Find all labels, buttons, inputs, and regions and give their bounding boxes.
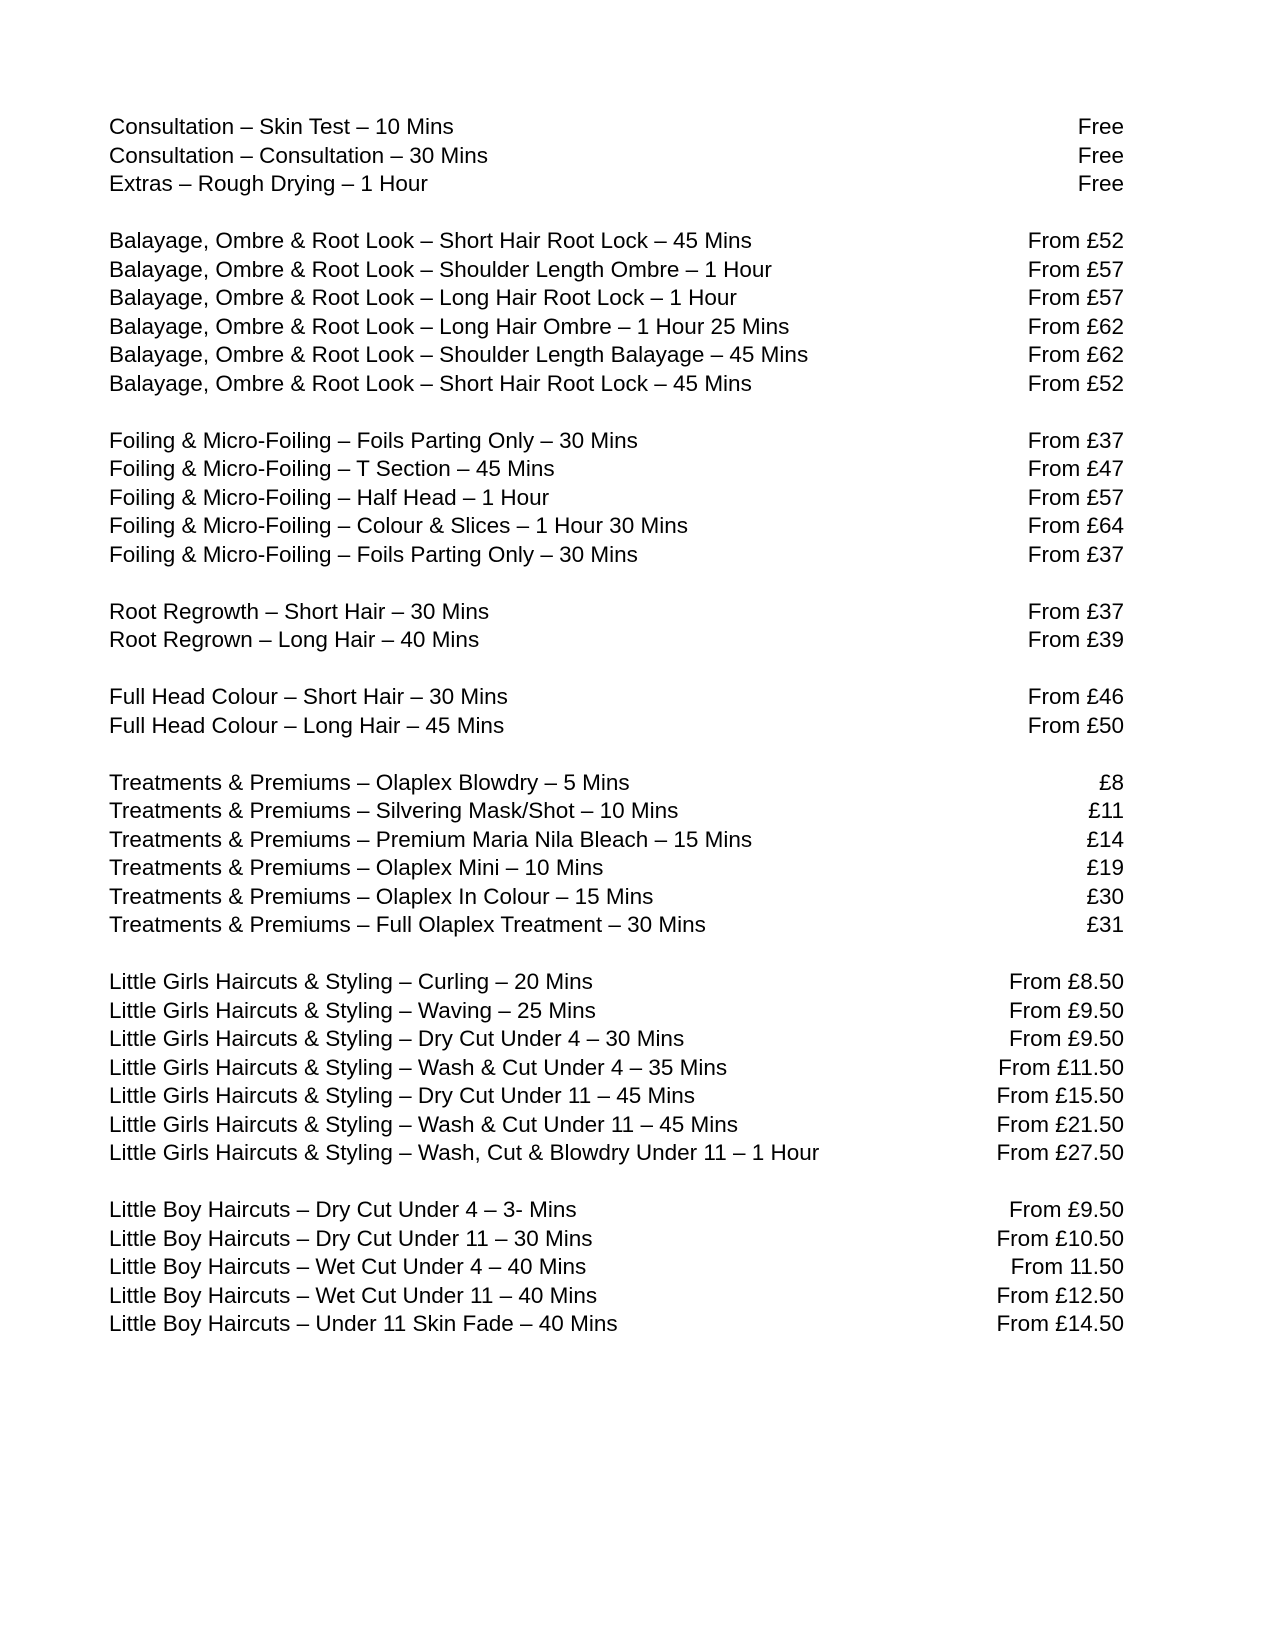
service-price: £11 (1088, 798, 1124, 823)
service-price: From £46 (1027, 684, 1124, 709)
service-description: Little Girls Haircuts & Styling – Waving – 25 Mins (109, 997, 596, 1023)
price-list (109, 113, 1124, 1367)
service-price: From £9.50 (1008, 1197, 1124, 1222)
service-price: From £12.50 (996, 1282, 1124, 1308)
service-group (109, 968, 1124, 1168)
service-row (109, 968, 1124, 997)
service-row (109, 227, 1124, 256)
service-description: Treatments & Premiums – Olaplex In Colour – 15 Mins (109, 883, 654, 909)
service-price: From £15.50 (996, 1083, 1124, 1108)
service-row (109, 1310, 1124, 1339)
service-group (109, 769, 1124, 940)
service-price: From £8.50 (1008, 969, 1124, 994)
service-description: Treatments & Premiums – Premium Maria Nila Bleach – 15 Mins (109, 826, 753, 852)
service-row (109, 797, 1124, 826)
service-price: From £62 (1027, 313, 1124, 339)
service-price: £30 (1086, 883, 1124, 909)
service-row (109, 512, 1124, 541)
service-description: Foiling & Micro-Foiling – T Section – 45 Mins (109, 456, 555, 481)
service-row (109, 313, 1124, 342)
service-row (109, 1225, 1124, 1254)
service-row (109, 170, 1124, 199)
service-description: Little Girls Haircuts & Styling – Wash, Cut & Blowdry Under 11 – 1 Hour (109, 1140, 820, 1165)
service-price: Free (1077, 142, 1124, 168)
service-description: Full Head Colour – Long Hair – 45 Mins (109, 712, 505, 738)
service-row (109, 256, 1124, 285)
service-row (109, 997, 1124, 1026)
service-price: From £21.50 (996, 1111, 1124, 1137)
service-description: Little Girls Haircuts & Styling – Dry Cut Under 4 – 30 Mins (109, 1026, 685, 1051)
service-row (109, 1111, 1124, 1140)
service-price: From £50 (1027, 712, 1124, 738)
service-row (109, 113, 1124, 142)
service-row (109, 1253, 1124, 1282)
service-price: From £37 (1027, 427, 1124, 453)
service-row (109, 626, 1124, 655)
service-description: Little Boy Haircuts – Wet Cut Under 4 – 40 Mins (109, 1254, 587, 1279)
service-description: Little Girls Haircuts & Styling – Curling – 20 Mins (109, 969, 593, 994)
service-group (109, 427, 1124, 570)
service-description: Consultation – Consultation – 30 Mins (109, 142, 488, 168)
service-price: £31 (1086, 912, 1124, 937)
service-description: Balayage, Ombre & Root Look – Short Hair Root Lock – 45 Mins (109, 370, 752, 396)
service-group (109, 598, 1124, 655)
service-price: Free (1077, 114, 1124, 139)
service-description: Balayage, Ombre & Root Look – Long Hair Root Lock – 1 Hour (109, 285, 737, 310)
service-description: Treatments & Premiums – Silvering Mask/Shot – 10 Mins (109, 798, 679, 823)
service-price: From £10.50 (996, 1225, 1124, 1251)
service-row (109, 1196, 1124, 1225)
service-price: From £52 (1027, 228, 1124, 253)
service-price: From £57 (1027, 484, 1124, 510)
service-description: Little Boy Haircuts – Under 11 Skin Fade – 40 Mins (109, 1311, 618, 1336)
service-price: £14 (1086, 826, 1124, 852)
service-price: From £9.50 (1008, 1026, 1124, 1051)
service-row (109, 1025, 1124, 1054)
service-row (109, 769, 1124, 798)
service-description: Balayage, Ombre & Root Look – Shoulder Length Balayage – 45 Mins (109, 342, 809, 367)
service-price: From £39 (1027, 627, 1124, 652)
service-group (109, 683, 1124, 740)
service-description: Foiling & Micro-Foiling – Half Head – 1 Hour (109, 484, 550, 510)
service-description: Root Regrowth – Short Hair – 30 Mins (109, 598, 490, 624)
service-row (109, 1054, 1124, 1083)
service-row (109, 683, 1124, 712)
service-row (109, 1139, 1124, 1168)
service-group (109, 113, 1124, 199)
service-description: Little Girls Haircuts & Styling – Wash & Cut Under 11 – 45 Mins (109, 1111, 738, 1137)
service-description: Balayage, Ombre & Root Look – Long Hair Ombre – 1 Hour 25 Mins (109, 313, 790, 339)
service-description: Balayage, Ombre & Root Look – Shoulder Length Ombre – 1 Hour (109, 256, 772, 282)
service-price: From £57 (1027, 256, 1124, 282)
service-description: Foiling & Micro-Foiling – Foils Parting Only – 30 Mins (109, 427, 638, 453)
service-row (109, 883, 1124, 912)
service-price: From £37 (1027, 541, 1124, 567)
service-row (109, 484, 1124, 513)
service-row (109, 370, 1124, 399)
service-row (109, 911, 1124, 940)
service-price: From £37 (1027, 598, 1124, 624)
service-price: From £64 (1027, 513, 1124, 538)
service-row (109, 427, 1124, 456)
service-description: Little Girls Haircuts & Styling – Wash & Cut Under 4 – 35 Mins (109, 1054, 728, 1080)
service-row (109, 854, 1124, 883)
service-description: Treatments & Premiums – Full Olaplex Treatment – 30 Mins (109, 912, 706, 937)
service-row (109, 712, 1124, 741)
service-description: Treatments & Premiums – Olaplex Mini – 10 Mins (109, 855, 604, 880)
service-price: From £27.50 (996, 1140, 1124, 1165)
service-description: Treatments & Premiums – Olaplex Blowdry – 5 Mins (109, 769, 630, 795)
service-price: From £62 (1027, 342, 1124, 367)
service-group (109, 227, 1124, 398)
service-price: £8 (1098, 769, 1124, 795)
service-group (109, 1196, 1124, 1339)
service-row (109, 341, 1124, 370)
service-price: From £11.50 (998, 1054, 1124, 1080)
service-price: From £52 (1027, 370, 1124, 396)
service-description: Little Boy Haircuts – Wet Cut Under 11 – 40 Mins (109, 1282, 598, 1308)
service-description: Foiling & Micro-Foiling – Foils Parting Only – 30 Mins (109, 541, 638, 567)
service-price: Free (1077, 171, 1124, 196)
service-row (109, 1282, 1124, 1311)
service-price: £19 (1086, 855, 1124, 880)
service-row (109, 455, 1124, 484)
service-price: From £14.50 (996, 1311, 1124, 1336)
service-price: From 11.50 (1010, 1254, 1124, 1279)
service-description: Root Regrown – Long Hair – 40 Mins (109, 627, 480, 652)
service-price: From £57 (1027, 285, 1124, 310)
service-description: Balayage, Ombre & Root Look – Short Hair Root Lock – 45 Mins (109, 228, 752, 253)
service-row (109, 598, 1124, 627)
service-description: Consultation – Skin Test – 10 Mins (109, 114, 454, 139)
service-description: Little Girls Haircuts & Styling – Dry Cut Under 11 – 45 Mins (109, 1083, 696, 1108)
service-description: Little Boy Haircuts – Dry Cut Under 4 – 3- Mins (109, 1197, 577, 1222)
service-price: From £47 (1027, 456, 1124, 481)
service-row (109, 1082, 1124, 1111)
service-description: Extras – Rough Drying – 1 Hour (109, 171, 428, 196)
service-row (109, 826, 1124, 855)
service-row (109, 142, 1124, 171)
service-description: Little Boy Haircuts – Dry Cut Under 11 – 30 Mins (109, 1225, 593, 1251)
service-description: Foiling & Micro-Foiling – Colour & Slices – 1 Hour 30 Mins (109, 513, 688, 538)
service-row (109, 284, 1124, 313)
service-price: From £9.50 (1008, 997, 1124, 1023)
service-description: Full Head Colour – Short Hair – 30 Mins (109, 684, 508, 709)
service-row (109, 541, 1124, 570)
